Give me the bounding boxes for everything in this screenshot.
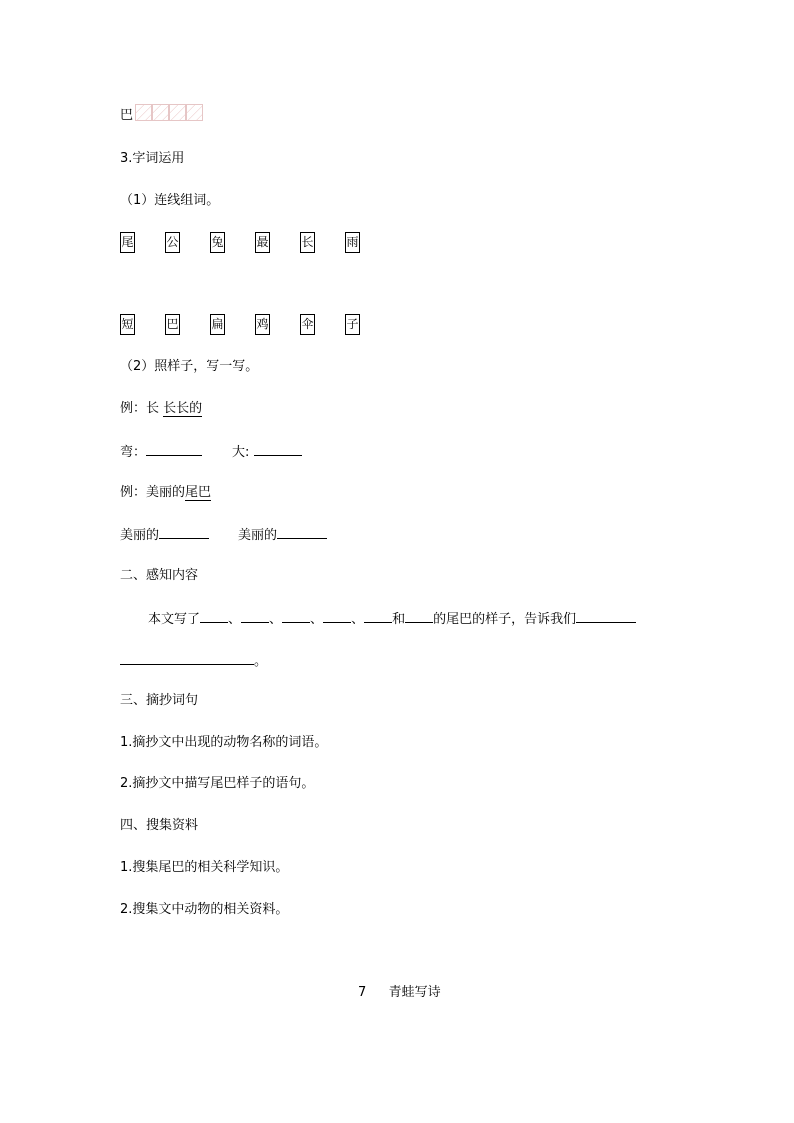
example-1-answer: 长长的 <box>163 401 203 416</box>
answer-blank[interactable] <box>282 609 310 623</box>
char-box: 尾 <box>120 232 135 253</box>
part2-text-mid: 的尾巴的样子，告诉我们 <box>433 612 577 627</box>
meili-label: 美丽的 <box>120 528 160 543</box>
example-2-prefix: 例：美丽的 <box>120 485 186 500</box>
part4-q1: 1.搜集尾巴的相关科学知识。 <box>120 860 289 875</box>
writing-cell <box>135 104 152 121</box>
char-box: 雨 <box>345 232 360 253</box>
writing-cell <box>169 104 186 121</box>
answer-blank[interactable] <box>200 609 228 623</box>
char-box: 扁 <box>210 314 225 335</box>
meili-label: 美丽的 <box>238 528 278 543</box>
section3-title: 3.字词运用 <box>120 151 185 166</box>
sub2-title: （2）照样子，写一写。 <box>120 359 259 374</box>
answer-blank[interactable] <box>277 525 327 539</box>
char-box: 公 <box>165 232 180 253</box>
answer-blank[interactable] <box>405 609 433 623</box>
answer-blank[interactable] <box>576 609 636 623</box>
part3-q1: 1.摘抄文中出现的动物名称的词语。 <box>120 735 328 750</box>
separator: 、 <box>351 612 365 627</box>
answer-blank[interactable] <box>323 609 351 623</box>
part2-continuation <box>120 651 267 671</box>
example-2-answer: 尾巴 <box>185 485 212 500</box>
meili-fill-1 <box>120 525 209 545</box>
char-box: 子 <box>345 314 360 335</box>
part2-title: 二、感知内容 <box>120 568 199 583</box>
example-1-prefix: 例：长 <box>120 401 164 416</box>
lesson-heading <box>358 984 441 1002</box>
meili-fill-2 <box>238 525 327 545</box>
writing-cell <box>152 104 169 121</box>
fill-da <box>232 442 302 462</box>
period: 。 <box>254 654 268 669</box>
part3-title: 三、摘抄词句 <box>120 693 199 708</box>
char-box: 长 <box>300 232 315 253</box>
fill-da-label: 大: <box>232 445 250 460</box>
answer-blank[interactable] <box>159 525 209 539</box>
separator: 、 <box>269 612 283 627</box>
char-box: 伞 <box>300 314 315 335</box>
char-box: 巴 <box>165 314 180 335</box>
answer-blank[interactable] <box>254 442 302 456</box>
fill-wan-label: 弯： <box>120 445 147 460</box>
example-1 <box>120 400 202 418</box>
lesson-number: 7 <box>358 985 367 1000</box>
separator: 、 <box>310 612 324 627</box>
answer-blank[interactable] <box>241 609 269 623</box>
char-box: 兔 <box>210 232 225 253</box>
lesson-title: 青蛙写诗 <box>388 985 441 1000</box>
part4-q2: 2.搜集文中动物的相关资料。 <box>120 902 289 917</box>
char-box: 鸡 <box>255 314 270 335</box>
answer-blank[interactable] <box>120 651 254 665</box>
fill-wan <box>120 442 202 462</box>
part2-text-start: 本文写了 <box>148 612 201 627</box>
he-text: 和 <box>392 612 406 627</box>
writing-grid <box>135 104 203 121</box>
char-box: 短 <box>120 314 135 335</box>
top-char: 巴 <box>120 108 134 123</box>
char-box: 最 <box>255 232 270 253</box>
example-2 <box>120 484 211 502</box>
writing-cell <box>186 104 203 121</box>
part4-title: 四、搜集资料 <box>120 818 199 833</box>
sub1-title: （1）连线组词。 <box>120 193 220 208</box>
separator: 、 <box>228 612 242 627</box>
part2-sentence <box>148 609 636 629</box>
answer-blank[interactable] <box>146 442 202 456</box>
part3-q2: 2.摘抄文中描写尾巴样子的语句。 <box>120 776 315 791</box>
answer-blank[interactable] <box>364 609 392 623</box>
